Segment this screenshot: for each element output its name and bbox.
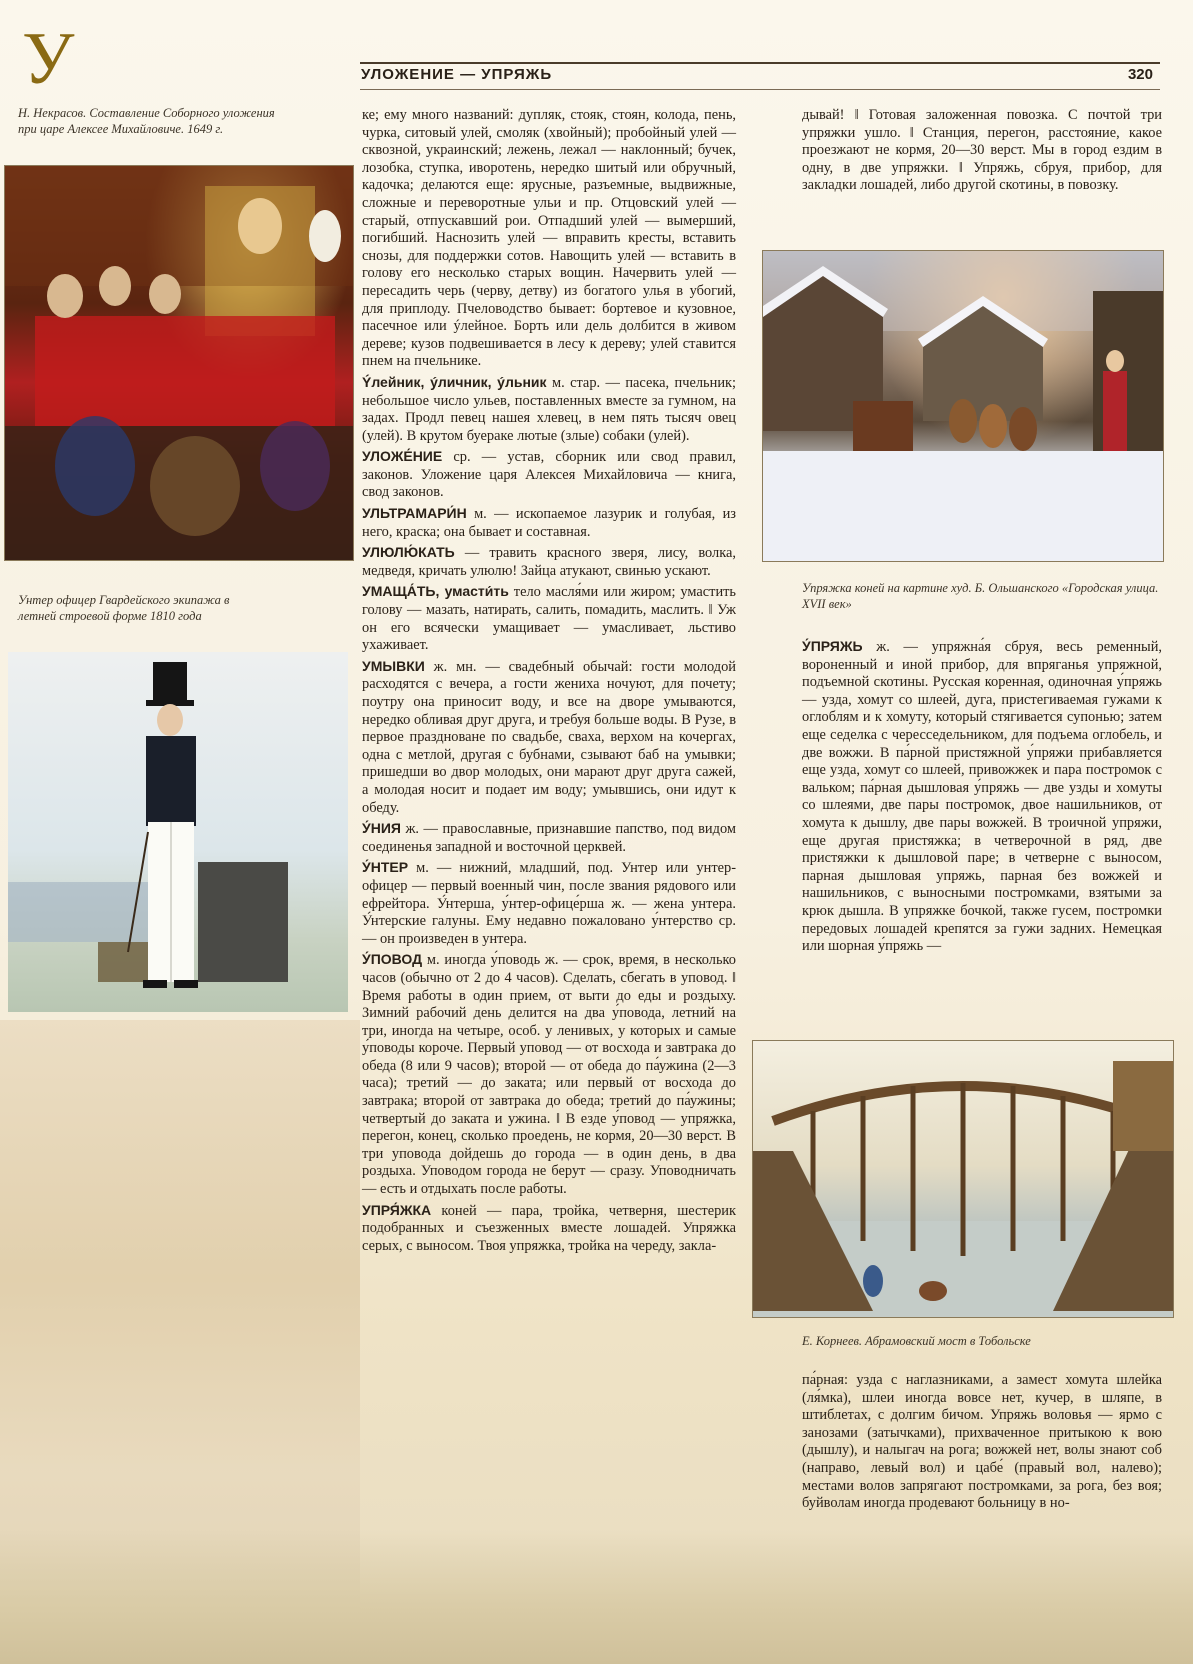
entry-upryazhka [362,1202,736,1256]
header-rule [360,62,1160,64]
entry-ulozhenie [362,448,736,502]
painting3-caption: Упряжка коней на картине худ. Б. Ольшанского «Городская улица. XVII век» [802,581,1159,611]
headword: Ýлейник, ýличник, ýльник [362,373,547,390]
page-bottom-landscape-band [0,1530,1193,1664]
painting1-caption: Н. Некрасов. Составление Соборного уложения при царе Алексее Михайловиче. 1649 г. [18,106,275,136]
entry-body: ж. мн. — свадебный обычай: гости молодой расходятся с вечера, а гости жениха ночуют, для почету; поутру она приносит воду, и все на дворе умываются, нередко обливая друг друга, и требуя больше воды. В Рузе, в первое праздноване по свадьбе, сваха, верхом на кочергах, одна с метлой, другая с бубнами, сзывают баб на умывки; пришедши во двор молодых, они марают друг друга сажей, а молодая носит и подает им воду; умывшись, они идут к обеду. [362,658,736,816]
entry-body: тело масля́ми или жиром; умастить голову — мазать, натирать, салить, помадить, маслить. ‖ Уж он его всячески умащивает — умасливает, льстиво ухаживает. [362,584,736,654]
entry-upryazh-continued: па́рная: узда с наглазниками, а замест хомута шлейка (ля́мка), шлеи иногда вовсе нет, кучер, в шляпе, в штиблетах, с долгим бичом. Упряжь воловья — ярмо с занозами (затычками), прихваченное притыкою к вою (дышлу), и налыгач на рога; вожжей нет, волы знают соб (направо, левый вол) и цабе́ (правый вол, налево); местами волов запрягают постромками, за рога, без воя; буйволам иногда продевают больницу в но- [802,1372,1162,1512]
entry-body: м. — нижний, младший, под. Унтер или унтер-офицер — первый военный чин, после звания рядового или ефрейтора. У́нтерша, у́нтер-офице́рша ж. — жена унтера. У́нтерские галуны. Ему недавно пожаловано у́нтерство ср. — он произведен в унтера. [362,860,736,947]
headword: УЛЬТРАМАРИ́Н [362,505,467,522]
entry-body: ж. — православные, признавшие папство, под видом соединенья западной и восточной церквей. [362,821,736,855]
painting1-illustration [5,166,353,560]
headword: У́ПРЯЖЬ [802,638,863,654]
painting2-caption: Унтер офицер Гвардейского экипажа в летней строевой форме 1810 года [18,593,230,623]
header-rule-thin [360,89,1160,90]
entry-unter [362,859,736,948]
entry-body: м. иногда у́поводь ж. — срок, время, в несколько часов (обычно от 2 до 4 часов). Сделать, сбегать в уповод. ‖ Время работы в один прием, от выти до еды и роздыху. Зимний рабочий день делится на два у́повода, летний на три, иногда на четыре, особ. у ленивых, у которых и самые у́поводы короче. Первый уповод — от восхода и завтрака до обеда (8 или 9 часов); второй — от обеда до па́ужина (2—3 часа); третий — до заката; или первый от восхода до завтрака; второй от завтрака до обеда; третий до па́ужины; четвертый до заката и ужина. ‖ В езде у́повод — упряжка, перегон, конец, сколько проедень, не кормя, 20—30 верст. В три уповода дойдешь до города — в один день, в два роздыха. Уповодом города не берут — сразу. Уповодничать — есть и отдыхать после работы. [362,952,736,1198]
headword: УЛОЖЕ́НИЕ [362,448,443,465]
entry-body: м. стар. — пасека, пчельник; небольшое число ульев, поставленных вместе за гумном, на задах. Продл певец нашея хлевец, в нем пять тысяч овец (улей). В крутом буераке лютые (злые) собаки (улей). [362,374,737,444]
entry-body: ср. — устав, сборник или свод правил, законов. Уложение царя Алексея Михайловича — книга, свод законов. [362,449,736,501]
headword: УМАЩА́ТЬ, умасти́ть [362,583,509,600]
page-header [0,0,1193,100]
painting-sobornoe-ulozhenie [4,165,354,561]
painting3-illustration [763,251,1163,561]
headword: УПРЯ́ЖКА [362,1201,432,1218]
painting-unter-officer [8,652,348,1012]
entry-body: ж. — упряжна́я сбруя, весь ременный, вороненный и иной прибор, для впряганья упряжной, подъемной скотины. Русская коренная, одиночная у́пряжь — узда, хомут со шлеей, дуга, пристегиваемая гужами к оглоблям и к хомуту, который стягивается супонью; затем еще седелка с чересседельником, для подъема оглобель, и две вожжи. В па́рной пристяжной у́пряжи прибавляется еще узда, хомут со шлеей, привожжек и пара постромок с вальком; па́рная дышловая у́пряжь — две узды и хомуты со шлеями, две пары постромок, двое нашильников, от хомута к дышлу, две пары вожжей. В троичной упряжи, еще другая пристяжка; в четверочной в ряд, две пристяжки к дышловой паре; в четверне с выносом, парная дышловая упряжь, парная без вожжей и нашильников, с выносными постромками, взятыми за крюк дышла. В упряжке бочкой, также гусем, постромки передовых лошадей крепятся за гужи задних. Немецкая или шорная у́пряжь — [802,639,1162,955]
painting4-illustration [753,1041,1173,1317]
headword: УМЫВКИ [362,657,425,674]
section-letter: У [22,18,75,100]
entry-uniya [362,820,736,856]
column-middle [362,107,736,1258]
entry-umashat [362,583,736,654]
entry-body: коней — пара, тройка, четверня, шестерик подобранных и съезженных вместе лошадей. Упряжка серых, с выносом. Твоя упряжка, тройка на череду, закла- [362,1202,736,1254]
painting4-caption: Е. Корнеев. Абрамовский мост в Тобольске [802,1334,1031,1348]
column-right-bottom [802,1372,1162,1516]
painting2-illustration [8,652,348,1012]
entry-body: м. — ископаемое лазурик и голубая, из него, краска; она бывает и составная. [362,506,736,540]
column-right-top [802,107,1162,198]
entry-uley-continued: ке; ему много названий: дупляк, стояк, стоян, колода, пень, чурка, ситовый улей, смоляк (хвойный); пробойный улей — сквозной, украинский; лежень, лежал — наклонный; бучек, лозобка, ступка, иворотень, нередко шитый или обручный, кадочка; делаются еще: ярусные, разъемные, выдвижные, сложные и переворотные ульи и пр. Отцовский улей — старый, отпускавший рои. Отпадший улей — вымерший, погибший. Наснозить улей — вправить кресты, вставить снозы, для поддержки сотов. Навощить улей — вставить в голову его несколько старых вощин. Начервить улей — пересадить черь (черву, детву) из богатого улья в убогий, для приплоду. Пчеловодство бывает: бортевое и кузовное, пасечное или ýлейное. Борть или дель долбится в живом дереве; кузов подвешивается в лесу к дереву; улей ставится пнем на пчельнике. [362,107,736,370]
entry-upryazhka-continued: дывай! ‖ Готовая заложенная повозка. С почтой три упряжки ушло. ‖ Станция, перегон, расстояние, какое проезжают не кормя, 20—30 верст. Мы в город ездим в одну, в две упряжки. ‖ Упряжь, сбруя, прибор, для закладки лошадей, либо другой скотины, в повозку. [802,107,1162,194]
headword: УЛЮЛЮ́КАТЬ [362,544,455,561]
headword: У́НИЯ [362,820,401,837]
entry-upryazh [802,638,1162,956]
entry-ulyulyukat [362,544,736,580]
painting-abramovsky-most [752,1040,1174,1318]
entry-body: — травить красного зверя, лису, волка, медведя, кричать улюлю! Зайца атукают, свинью ускают. [362,545,736,579]
entry-uleynik [362,374,736,445]
entry-ultramarin [362,505,736,541]
painting-gorodskaya-ulitsa [762,250,1164,562]
headword: У́НТЕР [362,859,409,876]
column-right-mid [802,638,1162,959]
entry-umyvki [362,658,736,817]
headword: У́ПОВОД [362,951,423,968]
running-title: УЛОЖЕНИЕ — УПРЯЖЬ [361,66,553,83]
entry-upovod [362,951,736,1198]
page-number: 320 [1127,66,1153,83]
